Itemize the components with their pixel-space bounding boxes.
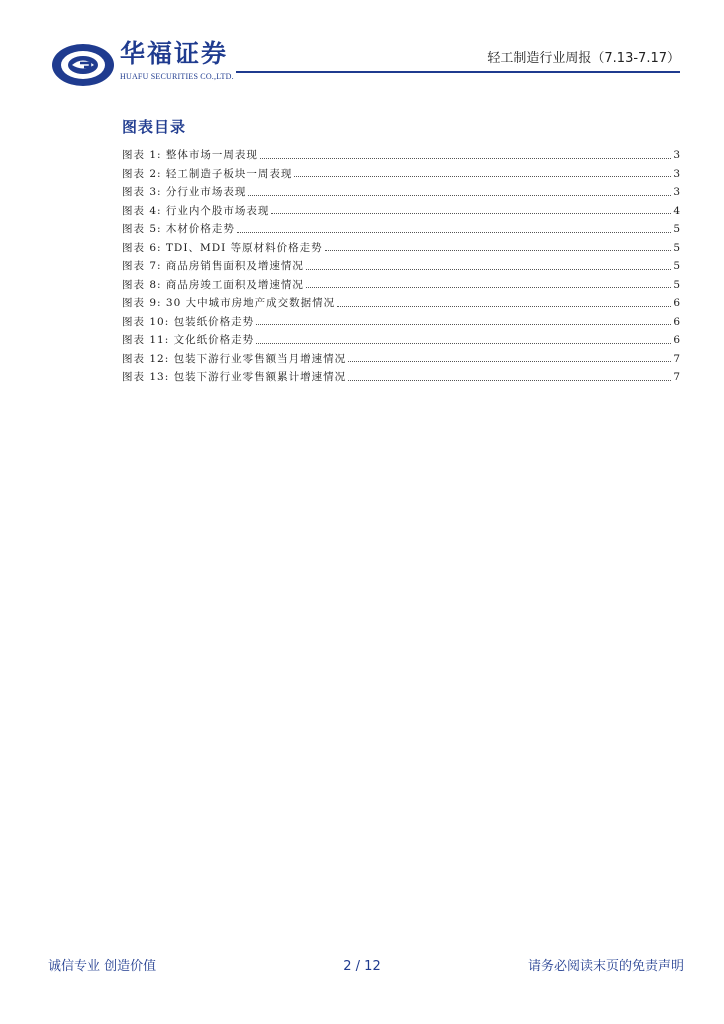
- toc-entry[interactable]: [122, 368, 682, 387]
- toc-entry-label: 图表 4: 行业内个股市场表现: [122, 204, 270, 217]
- toc-entry-page: 5: [673, 260, 680, 272]
- toc-entry-label: 图表 2: 轻工制造子板块一周表现: [122, 167, 293, 180]
- toc-entry-label: 图表 9: 30 大中城市房地产成交数据情况: [122, 297, 336, 309]
- toc-entry[interactable]: [122, 202, 682, 221]
- toc-leader-dots: [348, 380, 671, 381]
- toc-leader-dots: [306, 287, 671, 288]
- toc-entry[interactable]: [122, 146, 682, 165]
- toc-entry-page: 5: [673, 241, 680, 254]
- page-number: 2 / 12: [343, 959, 381, 974]
- company-name-en: HUAFU SECURITIES CO.,LTD.: [120, 72, 234, 81]
- toc-entry-page: 6: [673, 297, 680, 309]
- toc-entry-label: 图表 8: 商品房竣工面积及增速情况: [122, 278, 304, 291]
- toc-entry[interactable]: [122, 165, 682, 184]
- footer-slogan: 诚信专业 创造价值: [48, 959, 157, 974]
- toc-entry[interactable]: [122, 294, 682, 313]
- toc-entry-page: 5: [673, 223, 680, 235]
- toc-entry-label: 图表 10: 包装纸价格走势: [122, 315, 255, 328]
- toc-entry-page: 3: [673, 167, 680, 180]
- toc-entry[interactable]: [122, 276, 682, 295]
- toc-entry-label: 图表 13: 包装下游行业零售额累计增速情况: [122, 371, 347, 383]
- toc-entry[interactable]: [122, 257, 682, 276]
- toc-entry[interactable]: [122, 220, 682, 239]
- toc-leader-dots: [248, 195, 671, 196]
- toc-leader-dots: [348, 361, 671, 362]
- toc-entry[interactable]: [122, 239, 682, 258]
- toc-entry-page: 6: [673, 315, 680, 328]
- page-footer: [0, 952, 724, 982]
- toc-entry-label: 图表 11: 文化纸价格走势: [122, 334, 255, 346]
- toc-entry[interactable]: [122, 331, 682, 350]
- toc-entry-label: 图表 3: 分行业市场表现: [122, 186, 247, 198]
- huafu-logo-icon: [50, 42, 116, 88]
- toc-entry-page: 6: [673, 334, 680, 346]
- toc-entry-page: 4: [673, 204, 680, 217]
- toc-leader-dots: [294, 176, 671, 177]
- toc-entry-label: 图表 1: 整体市场一周表现: [122, 149, 258, 161]
- toc-entry-page: 7: [673, 352, 680, 365]
- figure-toc-list: [122, 146, 682, 387]
- toc-leader-dots: [256, 343, 671, 344]
- toc-leader-dots: [237, 232, 671, 233]
- report-title: 轻工制造行业周报（7.13-7.17）: [487, 51, 680, 66]
- toc-leader-dots: [256, 324, 671, 325]
- toc-entry[interactable]: [122, 313, 682, 332]
- toc-entry-label: 图表 12: 包装下游行业零售额当月增速情况: [122, 352, 347, 365]
- toc-entry-page: 3: [673, 149, 680, 161]
- page-header: [0, 0, 724, 90]
- toc-entry-label: 图表 5: 木材价格走势: [122, 223, 235, 235]
- toc-entry-page: 5: [673, 278, 680, 291]
- company-name-cn: 华福证券: [120, 39, 229, 68]
- toc-leader-dots: [260, 158, 671, 159]
- toc-leader-dots: [325, 250, 672, 251]
- toc-leader-dots: [306, 269, 671, 270]
- toc-entry[interactable]: [122, 183, 682, 202]
- toc-leader-dots: [271, 213, 671, 214]
- toc-heading: 图表目录: [122, 118, 187, 136]
- toc-entry-page: 7: [673, 371, 680, 383]
- toc-entry[interactable]: [122, 350, 682, 369]
- toc-entry-label: 图表 7: 商品房销售面积及增速情况: [122, 260, 304, 272]
- footer-disclaimer: 请务必阅读末页的免责声明: [527, 959, 684, 974]
- toc-entry-page: 3: [673, 186, 680, 198]
- toc-leader-dots: [337, 306, 671, 307]
- toc-entry-label: 图表 6: TDI、MDI 等原材料价格走势: [122, 241, 323, 254]
- header-divider: [236, 71, 680, 73]
